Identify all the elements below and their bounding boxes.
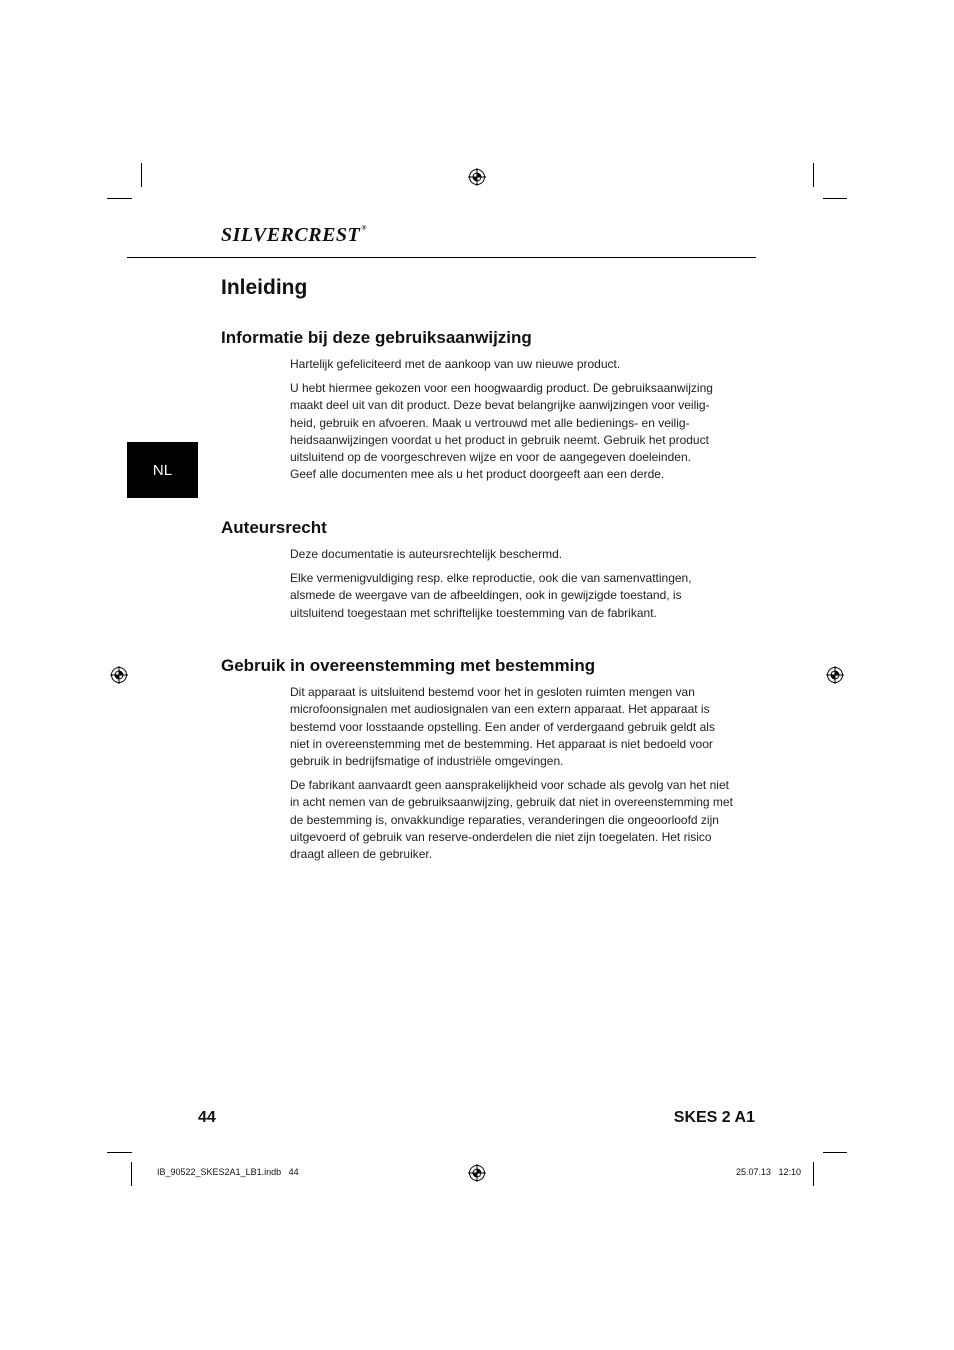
language-tab [127, 442, 198, 498]
text-line: Elke vermenigvuldiging resp. elke reproductie, ook die van samenvattingen, [290, 571, 692, 585]
text-line: Dit apparaat is uitsluitend bestemd voor het in gesloten ruimten mengen van [290, 685, 695, 699]
crop-mark [823, 198, 847, 199]
text-line: De fabrikant aanvaardt geen aansprakelijkheid voor schade als gevolg van het niet [290, 778, 729, 792]
text-line: Hartelijk gefeliciteerd met de aankoop van uw nieuwe product. [290, 357, 621, 371]
model-identifier: SKES 2 A1 [673, 1109, 755, 1126]
crop-mark [813, 1162, 814, 1186]
text-line: Deze documentatie is auteursrechtelijk beschermd. [290, 547, 563, 561]
registration-mark-icon [468, 168, 486, 186]
crop-mark [823, 1152, 847, 1153]
text-line: Geef alle documenten mee als u het product doorgeeft aan een derde. [290, 467, 665, 482]
text-line: gebruik in bedrijfsmatige of industriële omgevingen. [290, 754, 564, 769]
print-slug-datetime [736, 1167, 801, 1177]
text-line: uitsluitend toegestaan met schriftelijke toestemming van de fabrikant. [290, 605, 657, 620]
text-line: uitgevoerd of gebruik van reserve-onderdelen die niet zijn toegelaten. Het risico [290, 829, 712, 844]
paragraph [290, 356, 740, 373]
crop-mark [813, 163, 814, 187]
paragraph [290, 380, 740, 484]
header-divider [127, 257, 756, 258]
text-line: in acht nemen van de gebruiksaanwijzing, gebruik dat niet in overeenstemming met [290, 795, 733, 810]
text-line: alsmede de weergave van de afbeeldingen, ook in gewijzigde toestand, is [290, 588, 682, 603]
text-line: microfoonsignalen met audiosignalen van een extern apparaat. Het apparaat is [290, 702, 710, 717]
section-heading-gebruik: Gebruik in overeenstemming met bestemming [221, 656, 596, 675]
text-line: niet in overeenstemming met de bestemming. Het apparaat is niet bedoeld voor [290, 736, 713, 751]
paragraph [290, 777, 740, 863]
text-line: heidsaanwijzingen voordat u het product in gebruik neemt. Gebruik het product [290, 432, 709, 447]
crop-mark [141, 163, 142, 187]
page-number: 44 [198, 1109, 216, 1126]
text-line: de bestemming is, onvakkundige reparaties, veranderingen die ongeoorloofd zijn [290, 812, 719, 827]
print-slug-datetime-text: 25.07.13 12:10 [736, 1167, 802, 1177]
paragraph [290, 684, 740, 770]
language-tab-label: NL [152, 461, 173, 479]
text-line: uitsluitend op de voorgeschreven wijze en voor de aangegeven doeleinden. [290, 450, 691, 465]
brand-logo-text: SILVERCREST [221, 224, 361, 246]
crop-mark [107, 1152, 132, 1153]
text-line: U hebt hiermee gekozen voor een hoogwaardig product. De gebruiksaanwijzing [290, 381, 713, 395]
registration-mark-icon [110, 666, 128, 684]
text-line: maakt deel uit van dit product. Deze bevat belangrijke aanwijzingen voor veilig- [290, 398, 710, 413]
print-slug-file [157, 1167, 299, 1177]
registration-mark-icon [826, 666, 844, 684]
registration-mark-icon [468, 1164, 486, 1182]
text-line: bestemd voor losstaande opstelling. Een ander of verdergaand gebruik geldt als [290, 719, 715, 734]
registered-mark: ® [361, 224, 367, 232]
paragraph [290, 546, 740, 563]
paragraph [290, 570, 740, 622]
crop-mark [131, 1162, 132, 1186]
print-slug-file-text: IB_90522_SKES2A1_LB1.indb 44 [157, 1167, 299, 1177]
text-line: draagt alleen de gebruiker. [290, 847, 433, 862]
crop-mark [107, 198, 132, 199]
text-line: heid, gebruik en afvoeren. Maak u vertrouwd met alle bedienings- en veilig- [290, 415, 690, 430]
section-heading-auteursrecht: Auteursrecht [221, 518, 327, 537]
page-title: Inleiding [221, 276, 308, 299]
brand-logo [221, 224, 367, 247]
section-heading-informatie: Informatie bij deze gebruiksaanwijzing [221, 328, 532, 347]
